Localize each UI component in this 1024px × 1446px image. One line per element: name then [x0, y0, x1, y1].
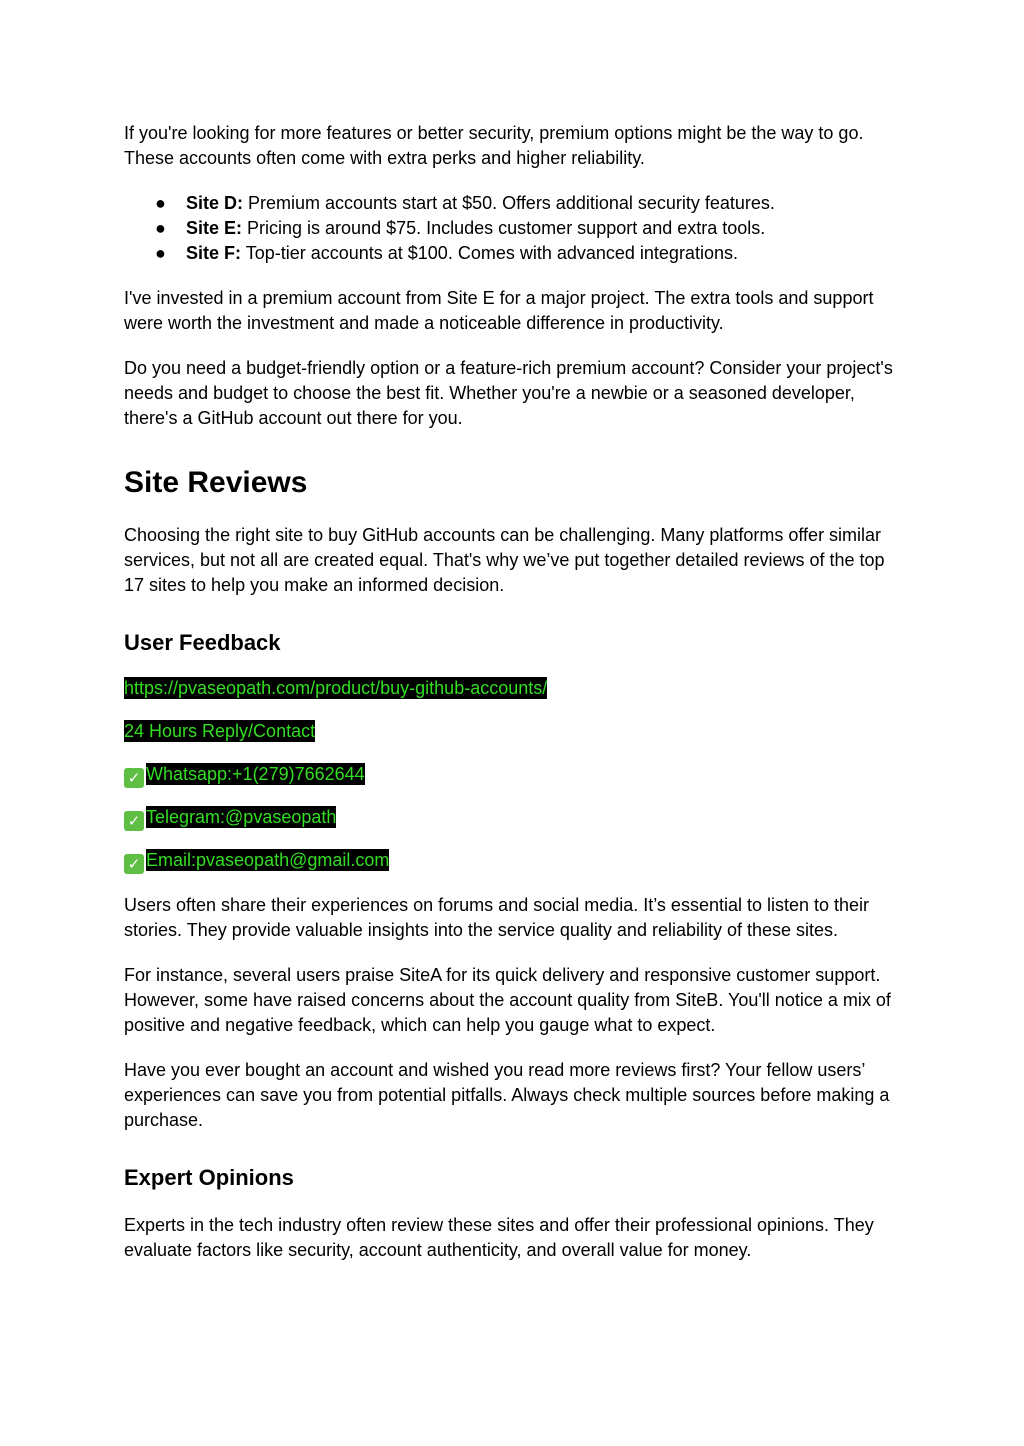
telegram-text: Telegram:@pvaseopath	[146, 807, 337, 827]
list-item-text: Premium accounts start at $50. Offers additional security features.	[243, 193, 775, 213]
check-mark-icon: ✓	[124, 811, 144, 831]
feedback-paragraph-3: Have you ever bought an account and wished you read more reviews first? Your fellow users’ experiences can save you from potential pitfalls. Always check multiple sources before making a purchase.	[124, 1060, 890, 1130]
invested-paragraph: I've invested in a premium account from Site E for a major project. The extra tools and support were worth the investment and made a noticeable difference in productivity.	[124, 288, 874, 333]
list-item	[124, 191, 904, 216]
contact-reply-line	[124, 719, 904, 744]
expert-opinions-heading: Expert Opinions	[124, 1165, 294, 1190]
pricing-list	[124, 191, 904, 266]
product-link[interactable]: https://pvaseopath.com/product/buy-github-accounts/	[124, 678, 548, 698]
site-reviews-paragraph: Choosing the right site to buy GitHub accounts can be challenging. Many platforms offer similar services, but not all are created equal. That's why we’ve put together detailed reviews of the top 17 sites to help you make an informed decision.	[124, 525, 885, 595]
contact-whatsapp-line	[124, 762, 904, 787]
feedback-paragraph-2: For instance, several users praise SiteA for its quick delivery and responsive customer support. However, some have raised concerns about the account quality from SiteB. You'll notice a mix of positive and negative feedback, which can help you gauge what to expect.	[124, 965, 891, 1035]
site-reviews-heading: Site Reviews	[124, 466, 308, 499]
reply-text: 24 Hours Reply/Contact	[124, 721, 316, 741]
check-mark-icon: ✓	[124, 854, 144, 874]
list-item	[124, 241, 904, 266]
email-text: Email:pvaseopath@gmail.com	[146, 850, 390, 870]
list-item	[124, 216, 904, 241]
intro-paragraph: If you're looking for more features or better security, premium options might be the way to go. These accounts often come with extra perks and higher reliability.	[124, 123, 864, 168]
bullet-icon: ●	[155, 193, 166, 213]
whatsapp-text: Whatsapp:+1(279)7662644	[146, 764, 365, 784]
feedback-paragraph-1: Users often share their experiences on forums and social media. It’s essential to listen to their stories. They provide valuable insights into the service quality and reliability of these sites.	[124, 895, 870, 940]
bullet-icon: ●	[155, 218, 166, 238]
list-item-text: Pricing is around $75. Includes customer support and extra tools.	[242, 218, 766, 238]
list-item-term: Site F:	[186, 243, 242, 263]
bullet-icon: ●	[155, 243, 166, 263]
expert-opinions-paragraph: Experts in the tech industry often review these sites and offer their professional opinions. They evaluate factors like security, account authenticity, and overall value for money.	[124, 1215, 874, 1260]
contact-telegram-line	[124, 805, 904, 830]
list-item-term: Site D:	[186, 193, 244, 213]
list-item-text: Top-tier accounts at $100. Comes with advanced integrations.	[241, 243, 738, 263]
user-feedback-heading: User Feedback	[124, 630, 281, 655]
contact-email-line	[124, 848, 904, 873]
budget-paragraph: Do you need a budget-friendly option or a feature-rich premium account? Consider your project's needs and budget to choose the best fit. Whether you're a newbie or a seasoned developer, there's a GitHub account out there for you.	[124, 358, 893, 428]
document-page	[124, 121, 904, 1263]
check-mark-icon: ✓	[124, 768, 144, 788]
list-item-term: Site E:	[186, 218, 243, 238]
contact-url-line	[124, 676, 904, 701]
